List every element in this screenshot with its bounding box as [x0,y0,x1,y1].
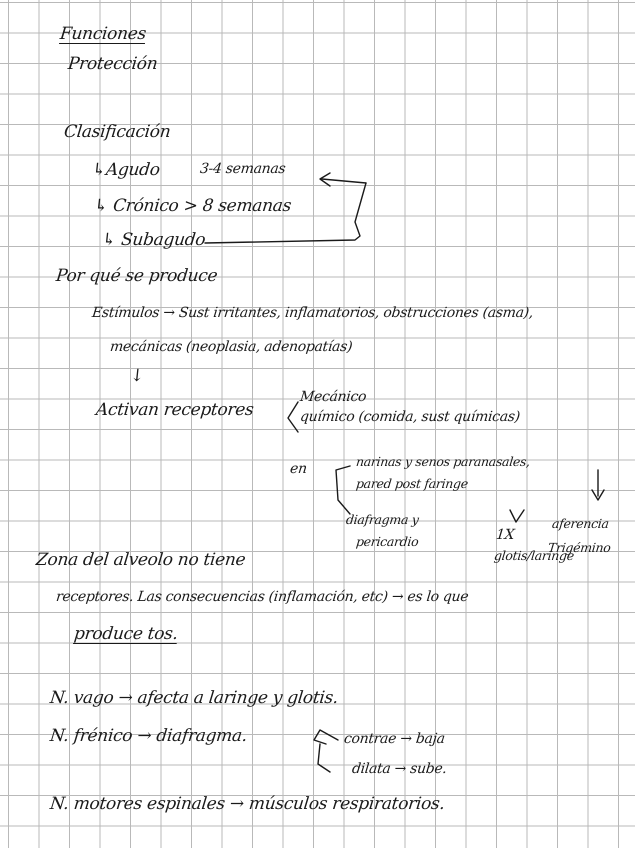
page-title: Funciones [59,24,148,44]
trigemino-label: Trigémino [547,540,612,555]
pared-faringe-label: pared post faringe [355,476,469,491]
laringe-mark: 1X [495,527,516,543]
zona-line-2: receptores. Las consecuencias (inflamación, etc) → es lo que [55,589,470,605]
frenico-dilata: dilata → sube. [351,761,448,777]
cronico-item: ↳ Crónico > 8 semanas [93,196,293,216]
agudo-arrowhead-stem [322,179,366,183]
en-label: en [289,461,308,477]
down-arrow: ↓ [129,366,146,386]
produce-question: Por qué se produce [55,266,219,286]
frenico-contrae: contrae → baja [343,731,446,747]
zona-line-3: produce tos. [73,624,179,644]
nervio-motores: N. motores espinales → músculos respiratorios. [49,794,446,814]
estimulos-line: Estímulos → Sust irritantes, inflamatorios, obstrucciones (asma), [91,305,534,321]
zona-line-1: Zona del alveolo no tiene [35,550,247,570]
narinas-label: narinas y senos paranasales, [355,454,531,469]
subagudo-item: ↳ Subagudo [101,230,207,250]
frenico-branch-up [314,730,338,744]
nervio-frenico: N. frénico → diafragma. [49,726,249,746]
mecanico-label: Mecánico [299,389,368,405]
pericardio-label: pericardio [355,534,420,549]
receptor-brace [288,402,298,432]
mecanicas-line: mecánicas (neoplasia, adenopatías) [109,339,354,355]
nervio-vago: N. vago → afecta a laringe y glotis. [49,688,340,708]
faringe-arrowhead [510,510,524,522]
agudo-item: ↳Agudo [91,160,161,180]
agudo-arrowhead [320,173,330,186]
aferencia-label: aferencia [551,516,610,531]
en-bracket [336,466,350,514]
subtitle: Protección [67,54,159,74]
agudo-duration: 3-4 semanas [199,161,287,177]
paranasal-arrowhead [592,490,604,500]
quimico-label: químico (comida, sust químicas) [299,409,521,425]
clasificacion-heading: Clasificación [63,122,172,142]
laringe-label: glotis/laringe [493,548,575,563]
frenico-branch-down [318,744,330,772]
diafragma-label: diafragma y [345,512,420,527]
activan-line: Activan receptores [95,400,255,420]
